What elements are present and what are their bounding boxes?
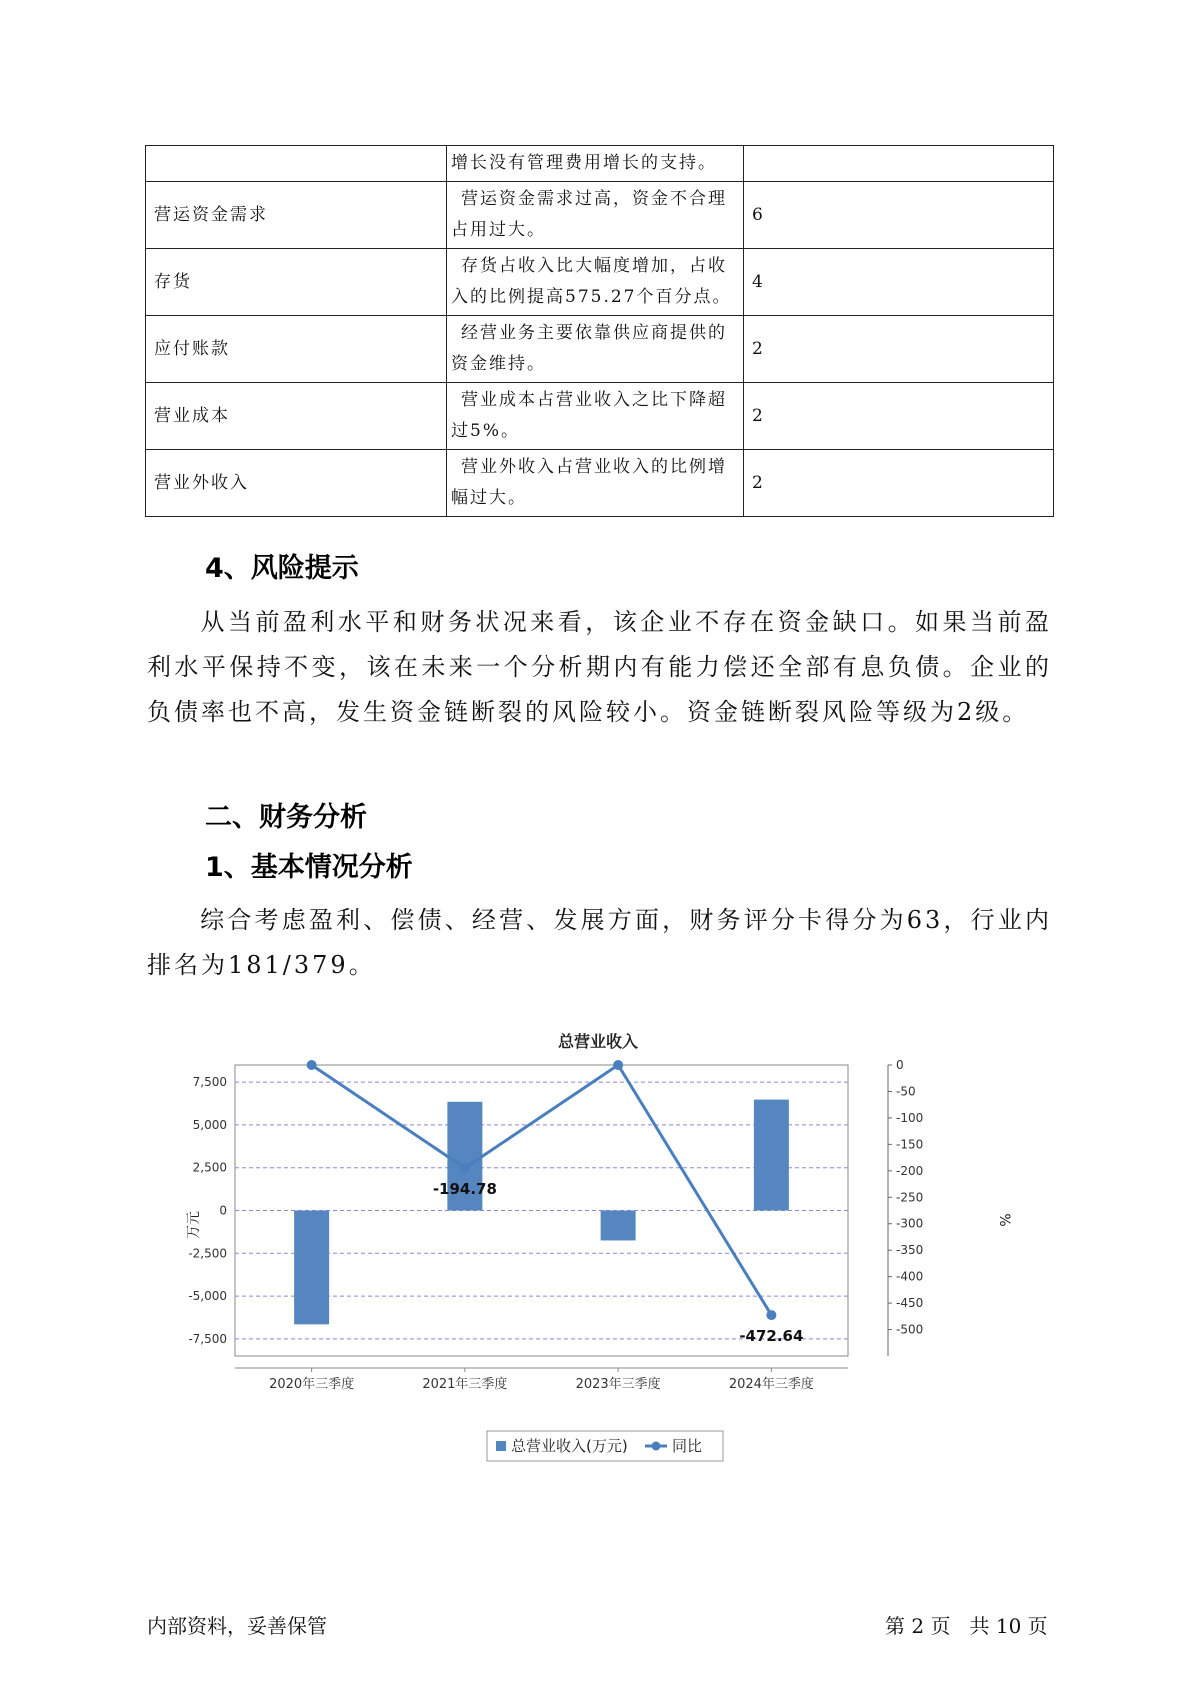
table-cell-desc: 营业外收入占营业收入的比例增 幅过大。 — [447, 450, 744, 517]
table-row — [146, 316, 1054, 383]
revenue-chart — [180, 1025, 1012, 1475]
table-cell-desc: 存货占收入比大幅度增加，占收 入的比例提高575.27个百分点。 — [447, 249, 744, 316]
table-row — [146, 146, 1054, 182]
table-row — [146, 249, 1054, 316]
y-axis-label-right: % — [996, 1213, 1012, 1227]
y-tick-label-right: -200 — [896, 1163, 924, 1178]
table-cell-item: 营业外收入 — [146, 450, 447, 517]
legend-bar-label: 总营业收入(万元) — [511, 1437, 628, 1455]
table-cell-item: 营业成本 — [146, 383, 447, 450]
y-tick-label-right: 0 — [896, 1058, 904, 1072]
subsection-heading-basic: 1、基本情况分析 — [205, 852, 413, 883]
risk-paragraph: 从当前盈利水平和财务状况来看，该企业不存在资金缺口。如果当前盈利水平保持不变，该在未来一个分析期内有能力偿还全部有息负债。企业的负债率也不高，发生资金链断裂的风险较小。资金链断裂风险等级为2级。 — [147, 608, 1052, 726]
y-tick-label-right: -500 — [896, 1322, 924, 1337]
table-cell-desc: 经营业务主要依靠供应商提供的 资金维持。 — [447, 316, 744, 383]
data-label: -472.64 — [739, 1327, 804, 1346]
y-tick-label-left: -2,500 — [188, 1246, 227, 1261]
section-heading-finance: 二、财务分析 — [205, 802, 367, 833]
bar — [754, 1100, 789, 1211]
table-cell-desc: 增长没有管理费用增长的支持。 — [447, 146, 744, 182]
y-tick-label-right: -150 — [896, 1137, 924, 1152]
table-row — [146, 182, 1054, 249]
footer-left: 内部资料，妥善保管 — [147, 1614, 327, 1638]
table-cell-item: 营运资金需求 — [146, 182, 447, 249]
y-tick-label-left: 2,500 — [192, 1160, 227, 1175]
table-cell-item — [146, 146, 447, 182]
table-cell-score: 4 — [744, 249, 1054, 316]
y-tick-label-left: -5,000 — [188, 1289, 227, 1304]
table-cell-score: 6 — [744, 182, 1054, 249]
y-tick-label-left: 0 — [219, 1203, 227, 1218]
table-row — [146, 383, 1054, 450]
yoy-point — [307, 1060, 317, 1070]
y-tick-label-right: -400 — [896, 1269, 924, 1284]
y-tick-label-right: -300 — [896, 1216, 924, 1231]
y-tick-label-left: 5,000 — [192, 1117, 227, 1132]
y-tick-label-right: -50 — [896, 1084, 916, 1099]
x-tick-label: 2020年三季度 — [269, 1377, 355, 1392]
y-tick-label-right: -350 — [896, 1243, 924, 1258]
table-cell-score: 2 — [744, 316, 1054, 383]
legend-line-marker — [652, 1442, 661, 1451]
table-cell-score — [744, 146, 1054, 182]
legend-line-label: 同比 — [672, 1437, 703, 1455]
chart-legend — [487, 1431, 723, 1461]
table-cell-score: 2 — [744, 450, 1054, 517]
bar — [294, 1211, 329, 1325]
risk-table — [145, 145, 1054, 517]
section-heading-risk: 4、风险提示 — [205, 553, 359, 584]
table-cell-desc: 营运资金需求过高，资金不合理 占用过大。 — [447, 182, 744, 249]
y-tick-label-left: 7,500 — [192, 1075, 227, 1090]
chart-title: 总营业收入 — [557, 1032, 639, 1051]
yoy-point — [460, 1163, 470, 1173]
footer-page-number: 第 2 页 共 10 页 — [885, 1614, 1048, 1638]
table-cell-score: 2 — [744, 383, 1054, 450]
y-tick-label-right: -450 — [896, 1296, 924, 1311]
x-tick-label: 2021年三季度 — [422, 1377, 508, 1392]
table-cell-item: 应付账款 — [146, 316, 447, 383]
basic-paragraph: 综合考虑盈利、偿债、经营、发展方面，财务评分卡得分为63，行业内排名为181/379。 — [147, 906, 1052, 979]
yoy-point — [613, 1060, 623, 1070]
y-tick-label-left: -7,500 — [188, 1331, 227, 1346]
legend-bar-swatch — [496, 1441, 506, 1451]
bar — [601, 1211, 636, 1241]
y-tick-label-right: -250 — [896, 1190, 924, 1205]
x-tick-label: 2024年三季度 — [728, 1377, 814, 1392]
y-axis-label-left: 万元 — [186, 1211, 202, 1239]
y-tick-label-right: -100 — [896, 1110, 924, 1125]
x-tick-label: 2023年三季度 — [575, 1377, 661, 1392]
data-label: -194.78 — [432, 1180, 497, 1199]
table-cell-desc: 营业成本占营业收入之比下降超 过5%。 — [447, 383, 744, 450]
table-row — [146, 450, 1054, 517]
table-cell-item: 存货 — [146, 249, 447, 316]
yoy-point — [766, 1310, 776, 1320]
